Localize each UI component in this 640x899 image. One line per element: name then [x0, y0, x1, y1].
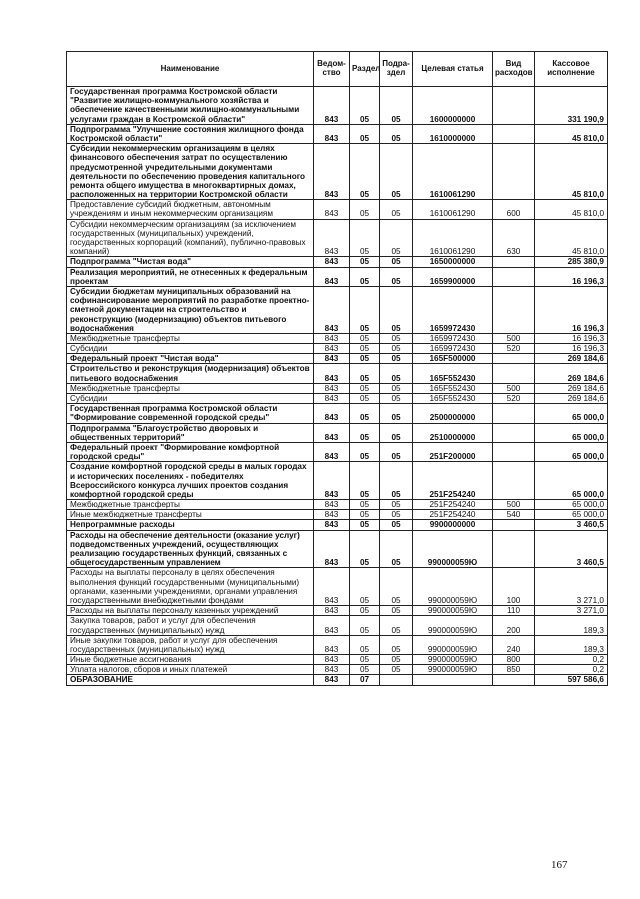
cell-vid [493, 520, 535, 530]
cell-razdel: 05 [350, 354, 380, 364]
cell-podrazdel: 05 [380, 635, 413, 654]
cell-ispolnenie: 189,3 [535, 635, 608, 654]
cell-ispolnenie: 65 000,0 [535, 423, 608, 442]
table-row [67, 520, 608, 530]
cell-razdel: 05 [350, 267, 380, 286]
cell-vedomstvo: 843 [314, 364, 350, 383]
cell-razdel: 05 [350, 87, 380, 125]
budget-table [66, 51, 608, 686]
cell-name: Государственная программа Костромской области "Формирование современной городской среды" [67, 404, 314, 423]
cell-vedomstvo: 843 [314, 675, 350, 685]
cell-celevaya: 990000059Ю [413, 655, 493, 665]
cell-vedomstvo: 843 [314, 423, 350, 442]
header-podrazdel: Подра-здел [380, 52, 413, 87]
cell-ispolnenie: 269 184,6 [535, 394, 608, 404]
cell-razdel: 05 [350, 655, 380, 665]
cell-vedomstvo: 843 [314, 333, 350, 343]
cell-vid [493, 87, 535, 125]
cell-ispolnenie: 0,2 [535, 665, 608, 675]
cell-name: Субсидии бюджетам муниципальных образований на софинансирование мероприятий по разработке проектно-сметной документации на строительство и реконструкцию (модернизацию) объектов питьевого водоснабжения [67, 286, 314, 333]
cell-razdel: 05 [350, 442, 380, 461]
cell-ispolnenie: 285 380,9 [535, 257, 608, 267]
table-row [67, 144, 608, 200]
cell-podrazdel: 05 [380, 257, 413, 267]
cell-ispolnenie: 269 184,6 [535, 354, 608, 364]
cell-ispolnenie: 45 810,0 [535, 219, 608, 257]
cell-vedomstvo: 843 [314, 354, 350, 364]
header-name: Наименование [67, 52, 314, 87]
cell-podrazdel: 05 [380, 423, 413, 442]
cell-celevaya: 990000059Ю [413, 568, 493, 606]
cell-name: Межбюджетные трансферты [67, 333, 314, 343]
header-vedomstvo: Ведом-ство [314, 52, 350, 87]
cell-celevaya: 165F552430 [413, 394, 493, 404]
table-row [67, 675, 608, 685]
cell-celevaya: 1659972430 [413, 286, 493, 333]
table-row [67, 257, 608, 267]
header-razdel: Раздел [350, 52, 380, 87]
cell-vid: 200 [493, 616, 535, 635]
cell-celevaya: 1650000000 [413, 257, 493, 267]
cell-podrazdel: 05 [380, 267, 413, 286]
cell-vid: 500 [493, 500, 535, 510]
table-row [67, 87, 608, 125]
cell-razdel: 05 [350, 500, 380, 510]
cell-name: Закупка товаров, работ и услуг для обеспечения государственных (муниципальных) нужд [67, 616, 314, 635]
cell-name: Государственная программа Костромской области "Развитие жилищно-коммунального хозяйства и обеспечение качественными жилищно-коммунальными услугами граждан в Костромской области" [67, 87, 314, 125]
cell-name: Субсидии некоммерческим организациям в целях финансового обеспечения затрат по осуществлению предусмотренной учредительными документами деятельности по обеспечению проведения капитального ремонта общего имущества в многоквартирных домах, расположенных на территории Костромской области [67, 144, 314, 200]
cell-vedomstvo: 843 [314, 442, 350, 461]
cell-podrazdel: 05 [380, 333, 413, 343]
cell-ispolnenie: 16 196,3 [535, 286, 608, 333]
cell-vedomstvo: 843 [314, 383, 350, 393]
cell-ispolnenie: 3 271,0 [535, 606, 608, 616]
table-row [67, 442, 608, 461]
cell-ispolnenie: 3 460,5 [535, 530, 608, 568]
cell-podrazdel: 05 [380, 200, 413, 219]
cell-razdel: 05 [350, 568, 380, 606]
cell-name: Расходы на обеспечение деятельности (оказание услуг) подведомственных учреждений, осуществляющих реализацию государственных функций, связанных с общегосударственным управлением [67, 530, 314, 568]
table-row [67, 635, 608, 654]
cell-vedomstvo: 843 [314, 510, 350, 520]
cell-razdel: 05 [350, 333, 380, 343]
cell-vid [493, 124, 535, 143]
cell-ispolnenie: 16 196,3 [535, 333, 608, 343]
cell-vedomstvo: 843 [314, 200, 350, 219]
cell-name: Межбюджетные трансферты [67, 383, 314, 393]
cell-celevaya: 1659972430 [413, 344, 493, 354]
cell-ispolnenie: 45 810,0 [535, 144, 608, 200]
table-row [67, 500, 608, 510]
cell-vid: 240 [493, 635, 535, 654]
cell-name: Иные закупки товаров, работ и услуг для обеспечения государственных (муниципальных) нужд [67, 635, 314, 654]
cell-razdel: 05 [350, 635, 380, 654]
cell-name: Строительство и реконструкция (модернизация) объектов питьевого водоснабжения [67, 364, 314, 383]
cell-razdel: 05 [350, 124, 380, 143]
cell-name: Субсидии некоммерческим организациям (за исключением государственных (муниципальных) учреждений, государственных корпораций (компаний), публично-правовых компаний) [67, 219, 314, 257]
cell-vedomstvo: 843 [314, 520, 350, 530]
cell-vid [493, 423, 535, 442]
cell-ispolnenie: 16 196,3 [535, 344, 608, 354]
cell-celevaya: 1600000000 [413, 87, 493, 125]
table-row [67, 423, 608, 442]
cell-razdel: 05 [350, 462, 380, 500]
cell-vid [493, 286, 535, 333]
cell-name: Предоставление субсидий бюджетным, автономным учреждениям и иным некоммерческим организациям [67, 200, 314, 219]
cell-razdel: 05 [350, 286, 380, 333]
cell-name: Расходы на выплаты персоналу в целях обеспечения выполнения функций государственными (муниципальными) органами, казенными учреждениями, органами управления государственными внебюджетными фондами [67, 568, 314, 606]
cell-celevaya: 1610000000 [413, 124, 493, 143]
cell-celevaya: 165F500000 [413, 354, 493, 364]
cell-name: Подпрограмма "Благоустройство дворовых и общественных территорий" [67, 423, 314, 442]
cell-celevaya [413, 675, 493, 685]
cell-ispolnenie: 65 000,0 [535, 462, 608, 500]
table-row [67, 616, 608, 635]
table-row [67, 333, 608, 343]
table-row [67, 219, 608, 257]
cell-name: Субсидии [67, 344, 314, 354]
cell-vedomstvo: 843 [314, 286, 350, 333]
cell-name: Подпрограмма "Улучшение состояния жилищного фонда Костромской области" [67, 124, 314, 143]
cell-podrazdel: 05 [380, 394, 413, 404]
cell-razdel: 05 [350, 510, 380, 520]
cell-podrazdel: 05 [380, 354, 413, 364]
cell-ispolnenie: 0,2 [535, 655, 608, 665]
cell-ispolnenie: 269 184,6 [535, 364, 608, 383]
cell-name: Иные межбюджетные трансферты [67, 510, 314, 520]
cell-celevaya: 990000059Ю [413, 635, 493, 654]
cell-podrazdel: 05 [380, 87, 413, 125]
cell-celevaya: 1610061290 [413, 219, 493, 257]
cell-name: Непрограммные расходы [67, 520, 314, 530]
table-row [67, 510, 608, 520]
cell-podrazdel: 05 [380, 665, 413, 675]
cell-ispolnenie: 189,3 [535, 616, 608, 635]
cell-vedomstvo: 843 [314, 462, 350, 500]
cell-razdel: 05 [350, 606, 380, 616]
table-row [67, 344, 608, 354]
cell-podrazdel: 05 [380, 144, 413, 200]
cell-razdel: 05 [350, 423, 380, 442]
cell-celevaya: 990000059Ю [413, 665, 493, 675]
cell-vedomstvo: 843 [314, 394, 350, 404]
cell-razdel: 05 [350, 616, 380, 635]
cell-vid [493, 462, 535, 500]
table-row [67, 606, 608, 616]
cell-podrazdel: 05 [380, 219, 413, 257]
cell-vid [493, 364, 535, 383]
cell-name: Межбюджетные трансферты [67, 500, 314, 510]
table-row [67, 364, 608, 383]
table-row [67, 462, 608, 500]
cell-podrazdel: 05 [380, 568, 413, 606]
table-row [67, 394, 608, 404]
table-row [67, 530, 608, 568]
cell-vedomstvo: 843 [314, 124, 350, 143]
table-row [67, 124, 608, 143]
cell-razdel: 05 [350, 665, 380, 675]
cell-razdel: 05 [350, 404, 380, 423]
cell-vid: 540 [493, 510, 535, 520]
cell-name: Расходы на выплаты персоналу казенных учреждений [67, 606, 314, 616]
cell-podrazdel: 05 [380, 530, 413, 568]
cell-vid: 800 [493, 655, 535, 665]
cell-razdel: 05 [350, 520, 380, 530]
cell-vedomstvo: 843 [314, 267, 350, 286]
cell-razdel: 05 [350, 394, 380, 404]
cell-ispolnenie: 331 190,9 [535, 87, 608, 125]
cell-vid: 500 [493, 383, 535, 393]
header-vid: Вид расходов [493, 52, 535, 87]
cell-razdel: 05 [350, 530, 380, 568]
cell-ispolnenie: 16 196,3 [535, 267, 608, 286]
cell-celevaya: 990000059Ю [413, 616, 493, 635]
table-row [67, 568, 608, 606]
cell-ispolnenie: 65 000,0 [535, 404, 608, 423]
cell-name: Федеральный проект "Чистая вода" [67, 354, 314, 364]
table-row [67, 267, 608, 286]
cell-ispolnenie: 269 184,6 [535, 383, 608, 393]
cell-celevaya: 1610061290 [413, 200, 493, 219]
cell-podrazdel: 05 [380, 520, 413, 530]
cell-vid [493, 257, 535, 267]
cell-vedomstvo: 843 [314, 665, 350, 675]
cell-vedomstvo: 843 [314, 87, 350, 125]
cell-vid [493, 354, 535, 364]
cell-vedomstvo: 843 [314, 655, 350, 665]
cell-vid [493, 404, 535, 423]
cell-podrazdel: 05 [380, 364, 413, 383]
cell-podrazdel: 05 [380, 124, 413, 143]
cell-celevaya: 2500000000 [413, 404, 493, 423]
cell-vedomstvo: 843 [314, 500, 350, 510]
cell-celevaya: 165F552430 [413, 383, 493, 393]
table-row [67, 665, 608, 675]
table-body [67, 87, 608, 686]
cell-vid [493, 144, 535, 200]
cell-name: Федеральный проект "Формирование комфортной городской среды" [67, 442, 314, 461]
cell-razdel: 05 [350, 364, 380, 383]
cell-celevaya: 165F552430 [413, 364, 493, 383]
cell-podrazdel: 05 [380, 442, 413, 461]
cell-vid: 630 [493, 219, 535, 257]
table-row [67, 404, 608, 423]
cell-vedomstvo: 843 [314, 616, 350, 635]
cell-celevaya: 990000059Ю [413, 530, 493, 568]
cell-podrazdel: 05 [380, 500, 413, 510]
cell-ispolnenie: 3 271,0 [535, 568, 608, 606]
cell-razdel: 07 [350, 675, 380, 685]
cell-celevaya: 251F200000 [413, 442, 493, 461]
cell-ispolnenie: 45 810,0 [535, 200, 608, 219]
cell-celevaya: 2510000000 [413, 423, 493, 442]
cell-vedomstvo: 843 [314, 635, 350, 654]
cell-celevaya: 1659972430 [413, 333, 493, 343]
cell-name: Создание комфортной городской среды в малых городах и исторических поселениях - победителях Всероссийского конкурса лучших проектов создания комфортной городской среды [67, 462, 314, 500]
cell-vedomstvo: 843 [314, 568, 350, 606]
table-row [67, 354, 608, 364]
page-number: 167 [551, 859, 568, 871]
cell-vid [493, 442, 535, 461]
cell-vedomstvo: 843 [314, 404, 350, 423]
cell-celevaya: 1659900000 [413, 267, 493, 286]
cell-razdel: 05 [350, 344, 380, 354]
cell-podrazdel: 05 [380, 616, 413, 635]
cell-ispolnenie: 65 000,0 [535, 500, 608, 510]
cell-name: Субсидии [67, 394, 314, 404]
cell-podrazdel: 05 [380, 383, 413, 393]
table-row [67, 200, 608, 219]
cell-celevaya: 9900000000 [413, 520, 493, 530]
table-row [67, 383, 608, 393]
table-row [67, 286, 608, 333]
cell-vid: 500 [493, 333, 535, 343]
cell-podrazdel: 05 [380, 286, 413, 333]
cell-vid [493, 530, 535, 568]
cell-razdel: 05 [350, 144, 380, 200]
cell-vid [493, 675, 535, 685]
cell-name: ОБРАЗОВАНИЕ [67, 675, 314, 685]
cell-ispolnenie: 45 810,0 [535, 124, 608, 143]
cell-podrazdel: 05 [380, 344, 413, 354]
cell-ispolnenie: 597 586,6 [535, 675, 608, 685]
cell-vedomstvo: 843 [314, 530, 350, 568]
cell-vid: 520 [493, 344, 535, 354]
cell-vedomstvo: 843 [314, 606, 350, 616]
cell-podrazdel: 05 [380, 606, 413, 616]
cell-vid: 520 [493, 394, 535, 404]
cell-vedomstvo: 843 [314, 219, 350, 257]
cell-vid: 600 [493, 200, 535, 219]
cell-name: Иные бюджетные ассигнования [67, 655, 314, 665]
cell-celevaya: 1610061290 [413, 144, 493, 200]
header-celevaya: Целевая статья [413, 52, 493, 87]
cell-podrazdel: 05 [380, 404, 413, 423]
cell-razdel: 05 [350, 219, 380, 257]
cell-vid [493, 267, 535, 286]
cell-name: Реализация мероприятий, не отнесенных к федеральным проектам [67, 267, 314, 286]
cell-vedomstvo: 843 [314, 144, 350, 200]
cell-celevaya: 251F254240 [413, 510, 493, 520]
cell-celevaya: 251F254240 [413, 462, 493, 500]
cell-podrazdel: 05 [380, 510, 413, 520]
cell-ispolnenie: 65 000,0 [535, 510, 608, 520]
cell-razdel: 05 [350, 200, 380, 219]
cell-podrazdel: 05 [380, 462, 413, 500]
cell-podrazdel [380, 675, 413, 685]
cell-celevaya: 990000059Ю [413, 606, 493, 616]
table-row [67, 655, 608, 665]
table-header-row [67, 52, 608, 87]
cell-vedomstvo: 843 [314, 257, 350, 267]
cell-vid: 110 [493, 606, 535, 616]
header-ispolnenie: Кассовое исполнение [535, 52, 608, 87]
cell-vid: 850 [493, 665, 535, 675]
cell-celevaya: 251F254240 [413, 500, 493, 510]
cell-ispolnenie: 3 460,5 [535, 520, 608, 530]
cell-vid: 100 [493, 568, 535, 606]
cell-razdel: 05 [350, 383, 380, 393]
cell-name: Уплата налогов, сборов и иных платежей [67, 665, 314, 675]
cell-razdel: 05 [350, 257, 380, 267]
cell-name: Подпрограмма "Чистая вода" [67, 257, 314, 267]
cell-podrazdel: 05 [380, 655, 413, 665]
cell-vedomstvo: 843 [314, 344, 350, 354]
cell-ispolnenie: 65 000,0 [535, 442, 608, 461]
